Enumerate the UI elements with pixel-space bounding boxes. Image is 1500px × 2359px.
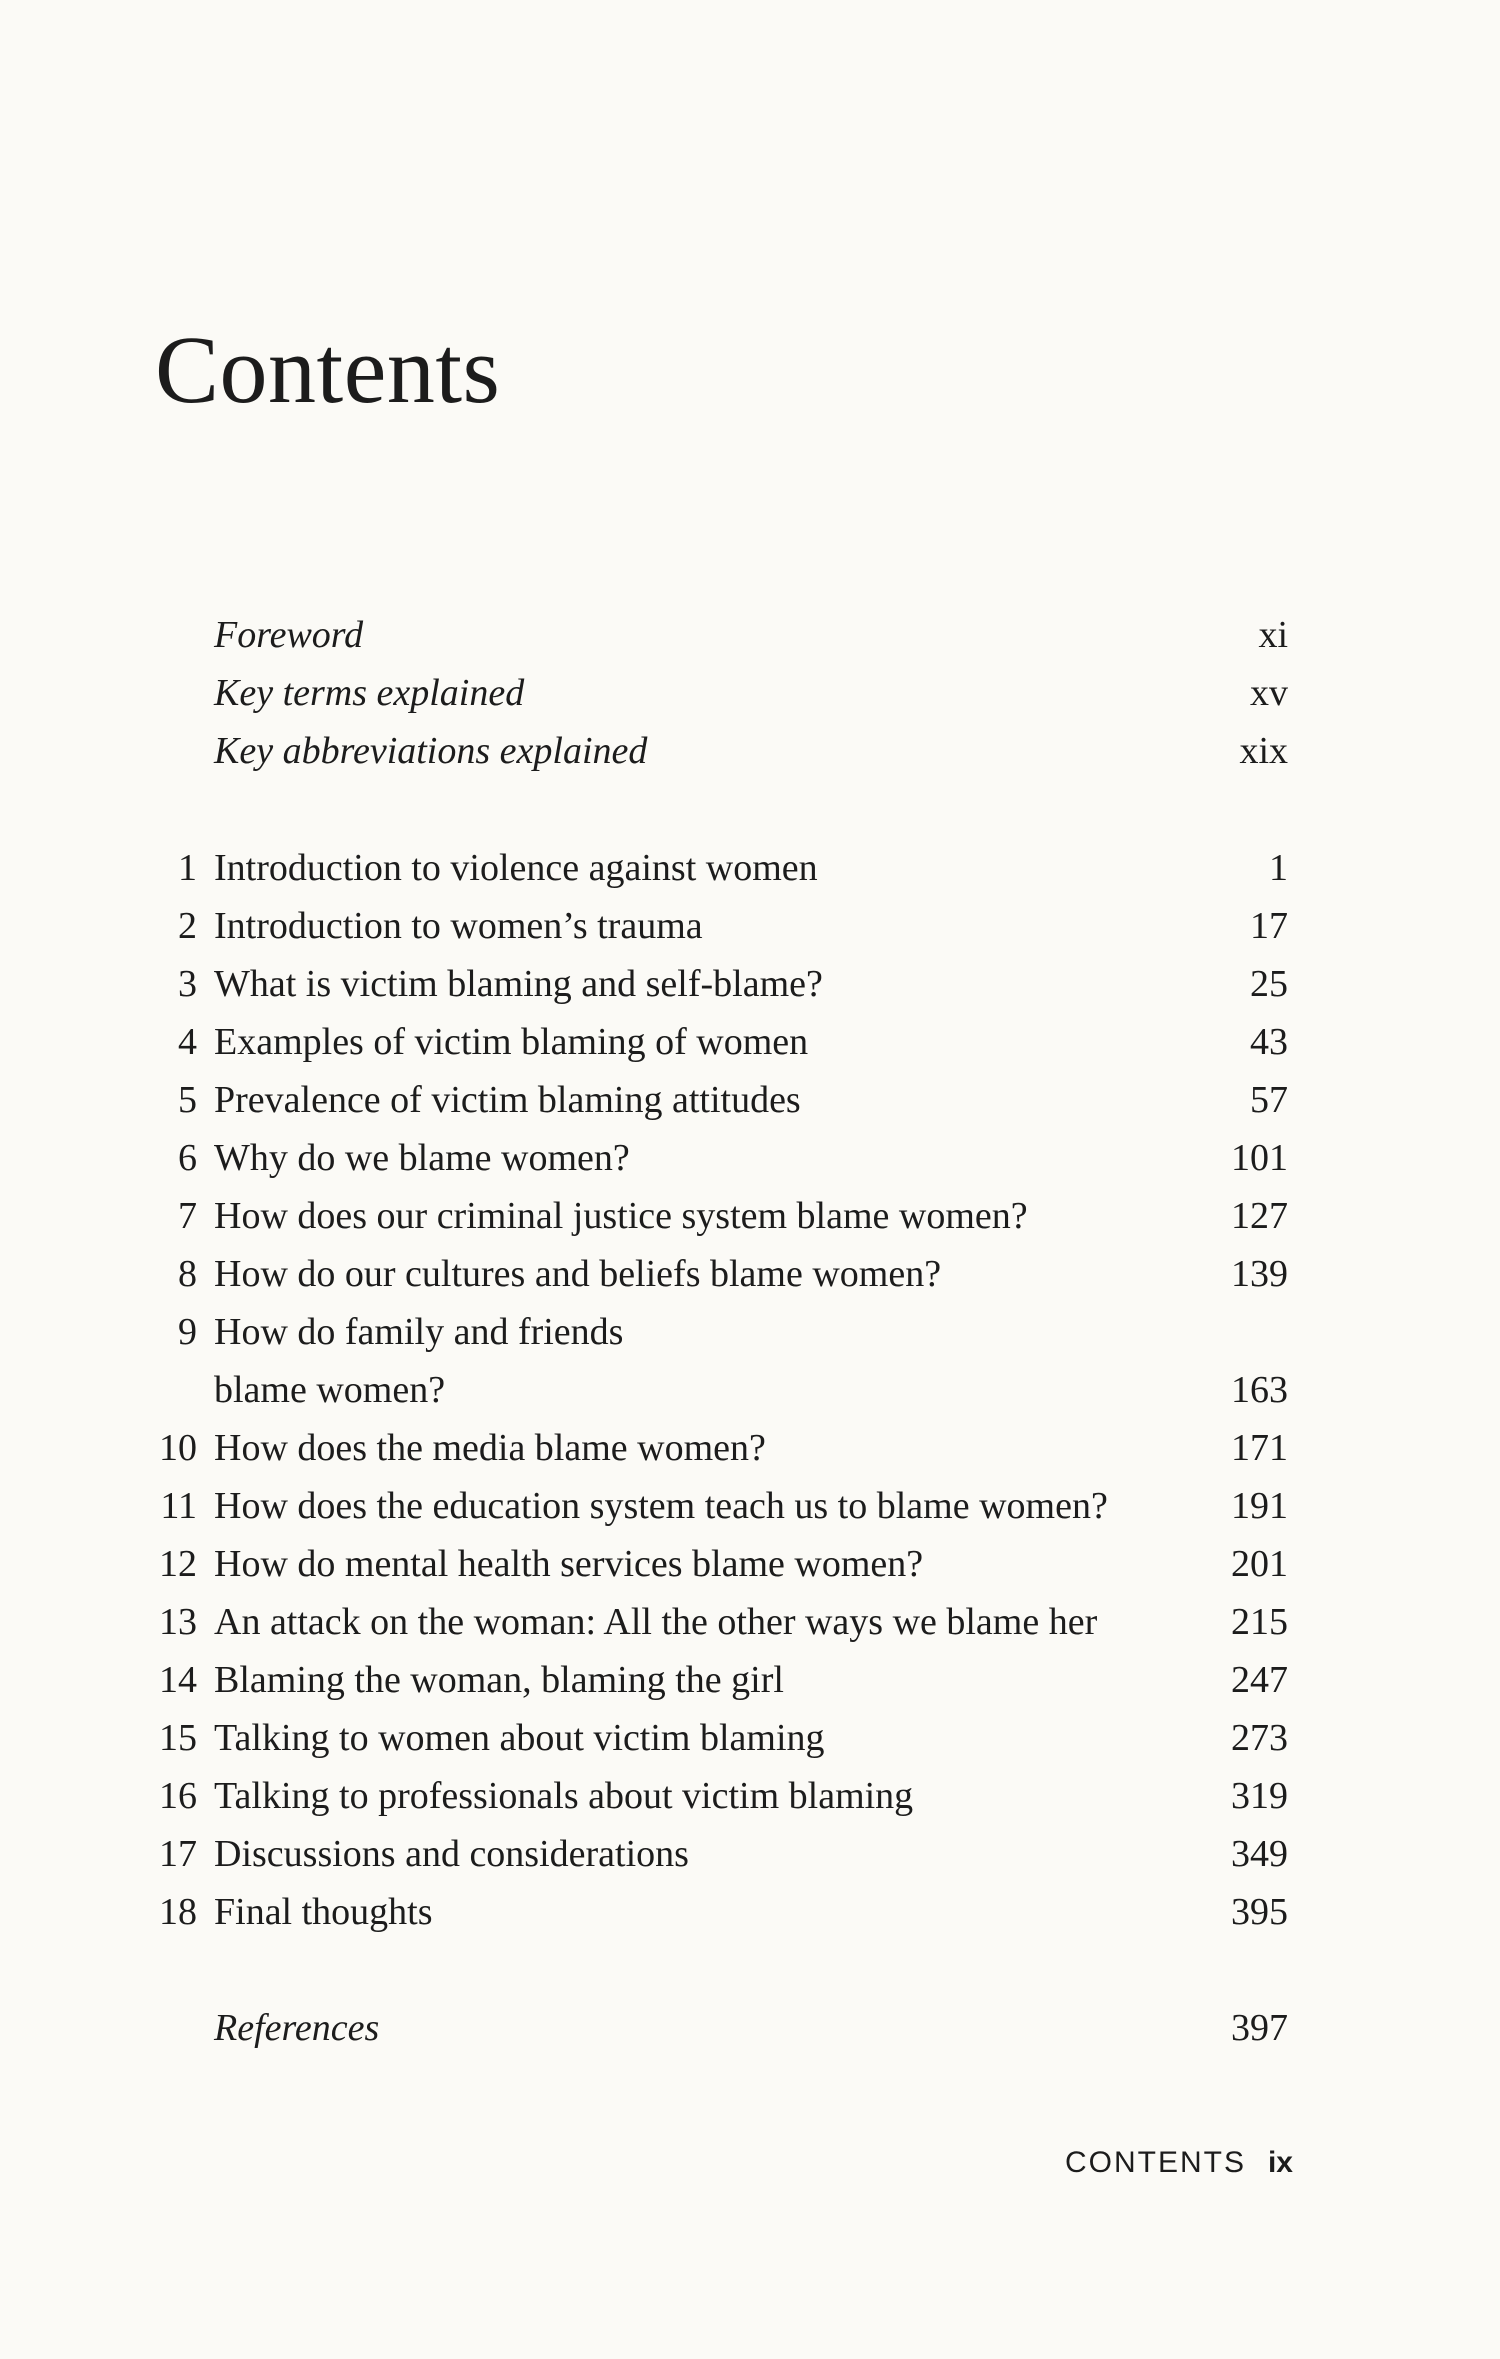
toc-chapter-16 — [0, 1767, 1500, 1825]
chapter-number: 18 — [159, 1891, 197, 1933]
chapter-page: 349 — [1231, 1833, 1288, 1875]
chapter-number: 6 — [178, 1137, 197, 1179]
toc-chapter-8 — [0, 1245, 1500, 1303]
chapter-page: 57 — [1250, 1079, 1288, 1121]
toc-chapter-9-continued — [0, 1361, 1500, 1419]
toc-entry-page: xv — [1250, 672, 1288, 714]
toc-entry-title: Foreword — [214, 614, 364, 656]
chapter-number: 9 — [178, 1311, 197, 1353]
chapter-title: How do family and friends — [214, 1311, 624, 1353]
toc-chapter-6 — [0, 1129, 1500, 1187]
toc-entry-references — [0, 1999, 1500, 2057]
chapter-number: 10 — [159, 1427, 197, 1469]
chapter-page: 191 — [1231, 1485, 1288, 1527]
toc-chapter-15 — [0, 1709, 1500, 1767]
toc-chapter-1 — [0, 839, 1500, 897]
chapter-page: 273 — [1231, 1717, 1288, 1759]
toc-chapter-13 — [0, 1593, 1500, 1651]
toc-chapter-14 — [0, 1651, 1500, 1709]
toc-entry-page: xix — [1239, 730, 1288, 772]
toc-chapter-17 — [0, 1825, 1500, 1883]
toc-chapter-9 — [0, 1303, 1500, 1361]
chapter-title: Talking to professionals about victim blaming — [214, 1775, 914, 1817]
chapter-page: 43 — [1250, 1021, 1288, 1063]
toc-entry-page: xi — [1258, 614, 1288, 656]
chapter-title: Examples of victim blaming of women — [214, 1021, 809, 1063]
chapter-page: 171 — [1231, 1427, 1288, 1469]
toc-chapter-3 — [0, 955, 1500, 1013]
toc-entry-title: Key abbreviations explained — [214, 730, 648, 772]
chapter-number: 3 — [178, 963, 197, 1005]
chapter-page: 163 — [1231, 1369, 1288, 1411]
chapter-title: Introduction to women’s trauma — [214, 905, 703, 947]
chapter-title: How does the education system teach us to blame women? — [214, 1485, 1108, 1527]
toc-chapter-12 — [0, 1535, 1500, 1593]
chapter-title: Final thoughts — [214, 1891, 433, 1933]
toc-chapter-18 — [0, 1883, 1500, 1941]
chapter-title: What is victim blaming and self-blame? — [214, 963, 823, 1005]
chapter-page: 247 — [1231, 1659, 1288, 1701]
toc-chapter-5 — [0, 1071, 1500, 1129]
toc-entry-key-abbreviations — [0, 722, 1500, 780]
chapter-title: An attack on the woman: All the other ways we blame her — [214, 1601, 1098, 1643]
chapter-number: 8 — [178, 1253, 197, 1295]
page-footer — [1065, 2143, 1293, 2183]
chapter-number: 13 — [159, 1601, 197, 1643]
toc-chapter-4 — [0, 1013, 1500, 1071]
chapter-page: 215 — [1231, 1601, 1288, 1643]
chapter-title: Introduction to violence against women — [214, 847, 818, 889]
toc-entry-title: Key terms explained — [214, 672, 525, 714]
chapter-page: 319 — [1231, 1775, 1288, 1817]
toc-entry-title: References — [214, 2007, 380, 2049]
toc-entry-foreword — [0, 606, 1500, 664]
toc-chapter-2 — [0, 897, 1500, 955]
running-footer-label: CONTENTS — [1064, 2146, 1246, 2179]
chapter-number: 16 — [159, 1775, 197, 1817]
page-title: Contents — [155, 316, 501, 423]
chapter-page: 201 — [1231, 1543, 1288, 1585]
chapter-page: 395 — [1231, 1891, 1288, 1933]
chapter-number: 15 — [159, 1717, 197, 1759]
chapter-title: How do our cultures and beliefs blame women? — [214, 1253, 942, 1295]
chapter-page: 1 — [1269, 847, 1288, 889]
chapter-number: 14 — [159, 1659, 197, 1701]
chapter-page: 25 — [1250, 963, 1288, 1005]
chapter-title: How does our criminal justice system blame women? — [214, 1195, 1028, 1237]
chapter-number: 4 — [178, 1021, 197, 1063]
chapter-title: Talking to women about victim blaming — [214, 1717, 825, 1759]
chapter-title: How does the media blame women? — [214, 1427, 766, 1469]
page-number: ix — [1267, 2146, 1293, 2179]
chapter-title: Blaming the woman, blaming the girl — [214, 1659, 784, 1701]
toc-chapter-7 — [0, 1187, 1500, 1245]
chapter-title: Prevalence of victim blaming attitudes — [214, 1079, 801, 1121]
chapter-number: 2 — [178, 905, 197, 947]
chapter-title: How do mental health services blame women? — [214, 1543, 924, 1585]
toc-chapter-10 — [0, 1419, 1500, 1477]
chapter-number: 17 — [159, 1833, 197, 1875]
chapter-title-continued: blame women? — [214, 1369, 446, 1411]
toc-entry-key-terms — [0, 664, 1500, 722]
toc-chapter-11 — [0, 1477, 1500, 1535]
chapter-number: 5 — [178, 1079, 197, 1121]
chapter-number: 12 — [159, 1543, 197, 1585]
chapter-number: 7 — [178, 1195, 197, 1237]
chapter-page: 101 — [1231, 1137, 1288, 1179]
chapter-page: 17 — [1250, 905, 1288, 947]
chapter-page: 127 — [1231, 1195, 1288, 1237]
chapter-number: 1 — [178, 847, 197, 889]
chapter-title: Discussions and considerations — [214, 1833, 689, 1875]
toc-entry-page: 397 — [1231, 2007, 1288, 2049]
chapter-title: Why do we blame women? — [214, 1137, 630, 1179]
chapter-number: 11 — [160, 1485, 197, 1527]
chapter-page: 139 — [1231, 1253, 1288, 1295]
